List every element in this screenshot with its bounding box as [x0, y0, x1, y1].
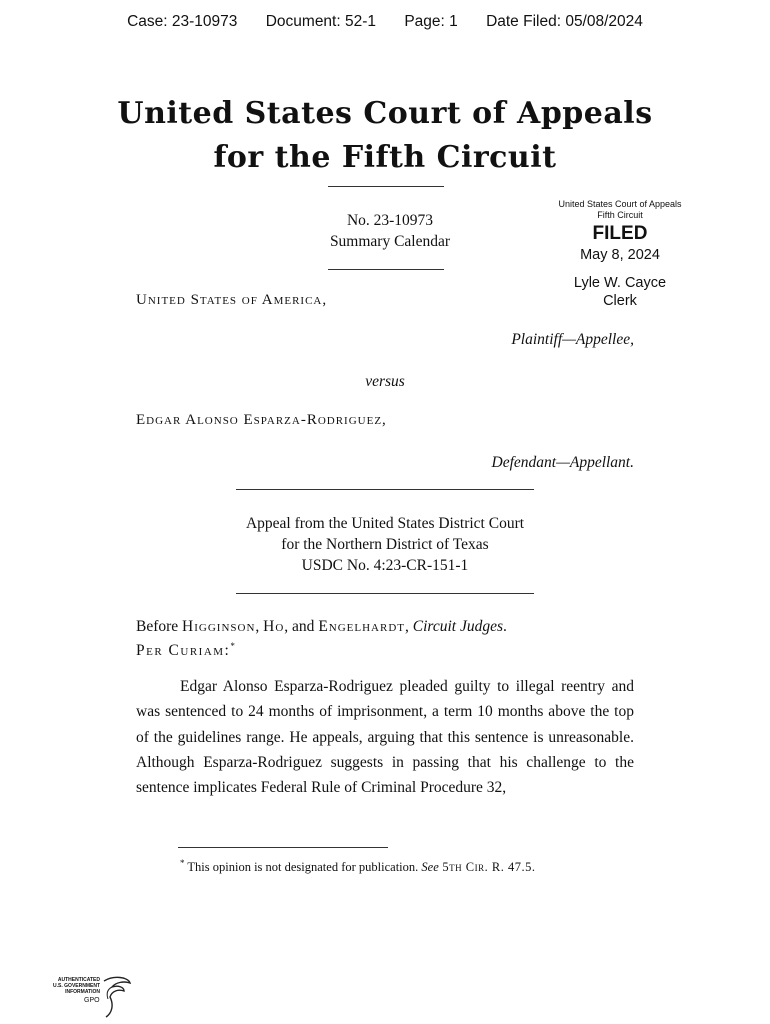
separator: ,: [255, 618, 264, 635]
circuit-judges-label: Circuit Judges: [412, 618, 504, 635]
eagle-icon: [100, 975, 134, 1019]
court-title-line1: United States Court of Appeals: [117, 96, 653, 131]
calendar-type: Summary Calendar: [329, 233, 451, 250]
judge-higginson: Higginson: [182, 618, 256, 635]
defendant-role: Defendant—Appellant.: [491, 454, 634, 471]
gpo-line1: AUTHENTICATED: [57, 977, 100, 983]
footnote-see: See: [421, 860, 439, 875]
period: .: [503, 618, 507, 635]
appeal-line1: Appeal from the United States District Court: [245, 515, 525, 532]
filed-stamp: [550, 199, 690, 310]
stamp-filed: FILED: [592, 223, 648, 244]
separator: , and: [284, 618, 319, 635]
date-filed-header: Date Filed: 05/08/2024: [486, 13, 643, 30]
stamp-clerk-title: Clerk: [603, 293, 637, 309]
plaintiff-name: United States of America,: [136, 292, 328, 308]
defendant-name: Edgar Alonso Esparza-Rodriguez,: [136, 412, 387, 428]
judge-engelhardt: Engelhardt: [318, 618, 405, 635]
court-title-line2: for the Fifth Circuit: [213, 140, 557, 175]
per-curiam: [136, 641, 236, 660]
footnote-mark: *: [180, 858, 185, 868]
judge-ho: Ho: [263, 618, 285, 635]
case-header: [0, 13, 770, 31]
footnote-reference: *: [230, 641, 237, 651]
before-label: Before: [136, 618, 179, 635]
usdc-number: USDC No. 4:23-CR-151-1: [301, 557, 469, 574]
footnote-text: This opinion is not designated for publication.: [184, 860, 422, 875]
stamp-clerk-name: Lyle W. Cayce: [573, 275, 667, 291]
opinion-paragraph: Edgar Alonso Esparza-Rodriguez pleaded guilty to illegal reentry and was sentenced to 24 months of imprisonment, a term 10 months above the top of the guidelines range. He appeals, arguing that this sentence is unreasonable. Although Esparza-Rodriguez suggests in passing that his challenge to the sentence implicates Federal Rule of Criminal Procedure 32,: [136, 678, 634, 797]
gpo-mark: GPO: [84, 997, 100, 1004]
divider: [236, 489, 534, 490]
footnote: [180, 858, 535, 875]
divider: [328, 186, 444, 187]
case-info: [290, 210, 490, 252]
case-number-header: Case: 23-10973: [127, 13, 238, 30]
court-title: [0, 92, 770, 180]
appeal-info: [200, 513, 570, 576]
per-curiam-label: Per Curiam:: [136, 642, 231, 660]
stamp-date: May 8, 2024: [580, 247, 660, 263]
versus: versus: [365, 373, 405, 390]
stamp-circuit: Fifth Circuit: [597, 210, 643, 220]
document-number-header: Document: 52-1: [265, 13, 376, 30]
panel-line: [136, 615, 507, 639]
docket-number: No. 23-10973: [346, 212, 434, 229]
gpo-line2: U.S. GOVERNMENT: [53, 983, 100, 989]
stamp-court: United States Court of Appeals: [558, 199, 682, 209]
footnote-citation: 5th Cir. R. 47.5.: [438, 860, 536, 875]
page-number-header: Page: 1: [404, 13, 458, 30]
footnote-divider: [178, 847, 388, 848]
plaintiff-role: Plaintiff—Appellee,: [511, 331, 634, 348]
separator: ,: [405, 618, 413, 635]
divider: [236, 593, 534, 594]
appeal-line2: for the Northern District of Texas: [281, 536, 489, 553]
divider: [328, 269, 444, 270]
gpo-line3: INFORMATION: [65, 989, 100, 995]
gpo-authentication-logo: [44, 975, 134, 1019]
